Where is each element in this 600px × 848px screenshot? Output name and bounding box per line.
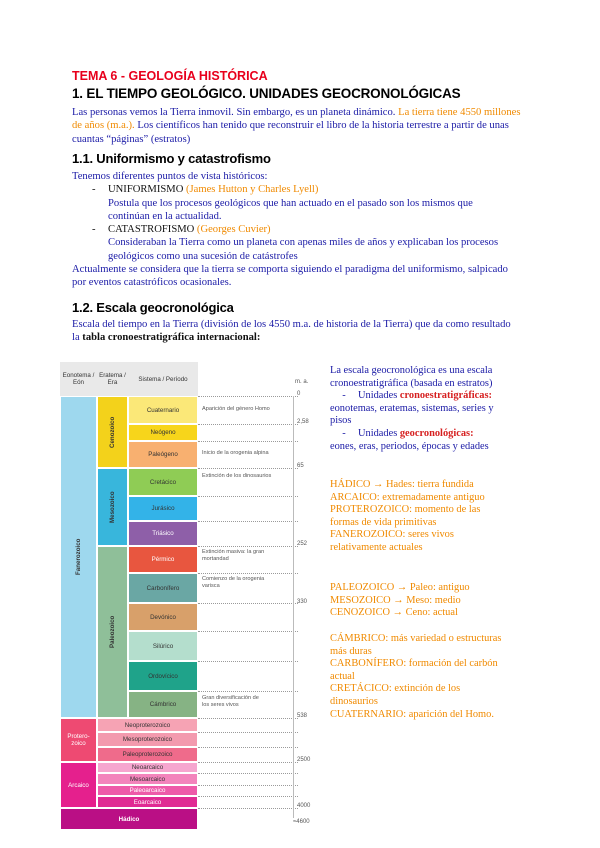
note-mesozoico: MESOZOICO → Meso: medio xyxy=(330,594,461,606)
era-eoarcaico: Eoarcaico xyxy=(97,796,198,808)
era-paleoproterozoico: Paleoproterozoico xyxy=(97,747,198,762)
catastrofismo-name: CATASTROFISMO xyxy=(108,224,195,236)
uniformismo-authors: (James Hutton y Charles Lyell) xyxy=(183,184,319,196)
ma-0: 0 xyxy=(297,391,301,397)
period-cambrico: Cámbrico xyxy=(128,691,198,718)
period-silurico: Silúrico xyxy=(128,631,198,661)
period-paleogeno: Paleógeno xyxy=(128,441,198,468)
bullet-uniformismo xyxy=(72,183,512,196)
era-mesozoico: Mesozoico xyxy=(97,468,128,546)
header-era: Eratema / Era xyxy=(97,362,128,396)
event-alpina: Inicio de la orogenia alpina xyxy=(202,450,269,456)
era-neoproterozoico: Neoproterozoico xyxy=(97,718,198,732)
period-ordovicico: Ordovícico xyxy=(128,661,198,691)
intro-paragraph xyxy=(72,106,522,146)
bullet-dash: - xyxy=(92,184,96,196)
ma-538: 538 xyxy=(297,713,308,719)
side-bullet-2: - Unidades geocronológicas: xyxy=(330,428,510,441)
side-era-notes xyxy=(330,582,510,620)
event-homo: Aparición del género Homo xyxy=(202,406,270,412)
catastrofismo-desc: Consideraban la Tierra como un planeta con apenas miles de años y explicaban los procesos geológicos como una sucesión de catástrofes xyxy=(108,237,499,262)
eon-arcaico: Arcaico xyxy=(60,762,97,808)
ma-252: 252 xyxy=(297,541,308,547)
note-cuaternario: CUATERNARIO: aparición del Homo. xyxy=(330,708,494,720)
escala-paragraph xyxy=(72,318,512,345)
note-cenozoico: CENOZOICO → Ceno: actual xyxy=(330,607,458,619)
note-hadico: HÁDICO → Hades: tierra fundida xyxy=(330,479,474,490)
ma-4600: ≈4600 xyxy=(293,819,310,825)
intro-a: Las personas vemos la Tierra inmovil. Sin embargo, es un planeta dinámico. xyxy=(72,107,399,118)
side-period-notes xyxy=(330,621,510,721)
escala-b: tabla cronoestratigráfica internacional: xyxy=(82,332,261,344)
side-bullet-1-rest: eonotemas, eratemas, sistemas, series y pisos xyxy=(330,402,494,427)
catastrofismo-authors: (Georges Cuvier) xyxy=(194,224,271,236)
heading-1-1: 1.1. Uniformismo y catastrofismo xyxy=(72,151,271,166)
event-varisca: Comienzo de la orogenia varisca xyxy=(202,576,265,589)
period-permico: Pérmico xyxy=(128,546,198,573)
side-bullet-2-rest: eones, eras, periodos, épocas y edades xyxy=(330,440,489,452)
note-paleozoico: PALEOZOICO → Paleo: antiguo xyxy=(330,582,470,593)
eon-proterozoico: Protero-zoico xyxy=(60,718,97,762)
era-paleoarcaico: Paleoarcaico xyxy=(97,785,198,796)
uniformismo-desc: Postula que los procesos geológicos que han actuado en el pasado son los mismos que continúan en la actualidad. xyxy=(108,197,473,222)
heading-1: 1. EL TIEMPO GEOLÓGICO. UNIDADES GEOCRONOLÓGICAS xyxy=(72,86,461,101)
bullet-dash: - xyxy=(342,427,346,439)
period-jurasico: Jurásico xyxy=(128,496,198,521)
period-neogeno: Neógeno xyxy=(128,424,198,441)
era-paleozoico: Paleozoico xyxy=(97,546,128,718)
ma-2500: 2500 xyxy=(297,757,311,763)
era-cenozoico: Cenozoico xyxy=(97,396,128,468)
ma-4000: 4000 xyxy=(297,803,311,809)
side-bullet-1: - Unidades cronoestratigráficas: xyxy=(330,390,510,403)
bullet-catastrofismo xyxy=(72,223,512,236)
note-cretacico: CRETÁCICO: extinción de los dinosaurios xyxy=(330,683,461,707)
intro-b: La tierra tiene 4550 millones de años (m.a.). xyxy=(72,107,521,132)
doc-tema: TEMA 6 - GEOLOGÍA HISTÓRICA xyxy=(72,69,268,83)
header-system: Sistema / Período xyxy=(128,362,198,396)
ma-65: 65 xyxy=(297,463,304,469)
bullet-dash: - xyxy=(342,390,346,402)
escala-a: Escala del tiempo en la Tierra (división de los 4550 m.a. de historia de la Tierra) que da como resultado la xyxy=(72,319,511,344)
era-mesoarcaico: Mesoarcaico xyxy=(97,773,198,785)
ma-330: 330 xyxy=(297,599,308,605)
period-carbonifero: Carbonífero xyxy=(128,573,198,603)
bullet-dash: - xyxy=(92,224,96,236)
note-proterozoico: PROTEROZOICO: momento de las formas de vida primitivas xyxy=(330,504,481,528)
views-section xyxy=(72,170,512,290)
views-intro: Tenemos diferentes puntos de vista históricos: xyxy=(72,171,268,182)
period-cuaternario: Cuaternario xyxy=(128,396,198,424)
header-eon: Eonotema / Eón xyxy=(60,362,97,396)
eon-fanerozoico: Fanerozoico xyxy=(60,396,97,718)
eon-hadico: Hádico xyxy=(60,808,198,830)
intro-c: Los científicos han tenido que reconstruir el libro de la historia terrestre a partir de unas cuantas “páginas” (estratos) xyxy=(72,120,509,145)
chronostratigraphic-table xyxy=(60,362,323,830)
event-masiva: Extinción masiva: la gran mortandad xyxy=(202,549,265,562)
note-carbonifero: CARBONÍFERO: formación del carbón actual xyxy=(330,658,498,682)
header-ma: m. a. xyxy=(295,379,309,385)
event-dinos: Extinción de los dinosaurios xyxy=(202,473,272,479)
period-triasico: Triásico xyxy=(128,521,198,546)
period-devonico: Devónico xyxy=(128,603,198,631)
heading-1-2: 1.2. Escala geocronológica xyxy=(72,300,234,315)
ma-2-58: 2,58 xyxy=(297,419,309,425)
note-arcaico: ARCAICO: extremadamente antiguo xyxy=(330,491,485,503)
note-cambrico: CÁMBRICO: más variedad o estructuras más duras xyxy=(330,633,502,657)
era-neoarcaico: Neoarcaico xyxy=(97,762,198,773)
era-mesoproterozoico: Mesoproterozoico xyxy=(97,732,198,747)
event-diversificacion: Gran diversificación de los seres vivos xyxy=(202,695,259,708)
note-fanerozoico: FANEROZOICO: seres vivos relativamente actuales xyxy=(330,529,454,553)
side-eon-notes xyxy=(330,479,510,555)
uniformismo-name: UNIFORMISMO xyxy=(108,184,184,196)
side-p1: La escala geocronológica es una escala cronoestratigráfica (basada en estratos) xyxy=(330,365,493,389)
period-cretacico: Cretácico xyxy=(128,468,198,496)
side-notes xyxy=(330,365,510,453)
actual-paragraph: Actualmente se considera que la tierra se comporta siguiendo el paradigma del uniformismo, salpicado por eventos catastróficos ocasionales. xyxy=(72,264,508,289)
